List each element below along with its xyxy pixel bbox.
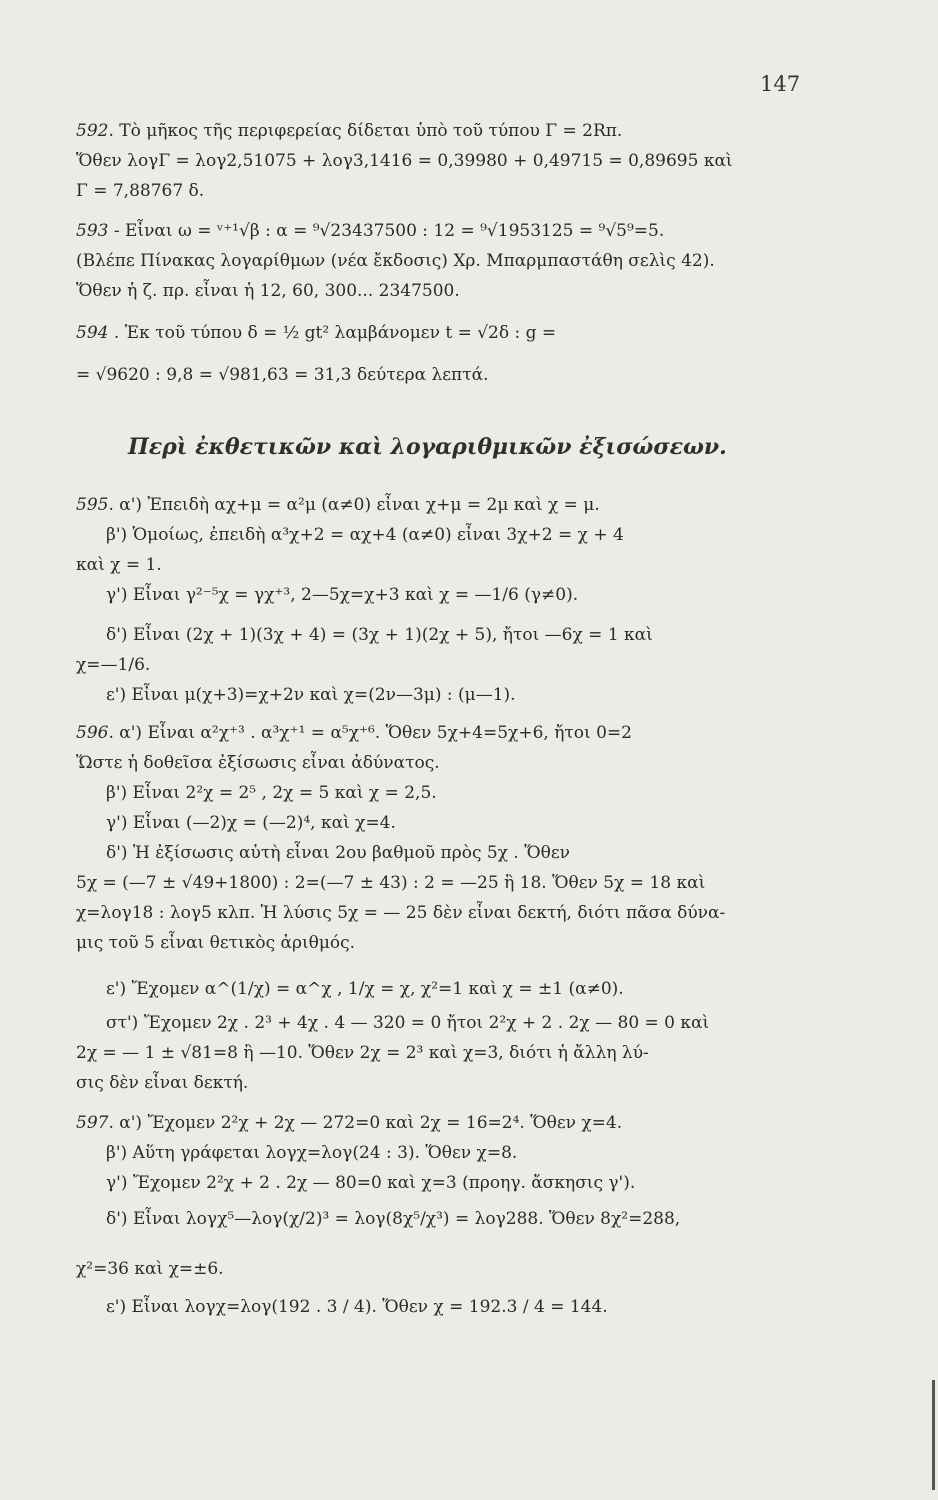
exercise-number: 596 xyxy=(76,723,109,743)
text-line xyxy=(76,752,818,774)
line-text: β') Ὁμοίως, ἐπειδὴ α³χ+2 = αχ+4 (α≠0) εἶναι 3χ+2 = χ + 4 xyxy=(106,525,624,545)
text-line xyxy=(76,554,818,576)
line-text: σις δὲν εἶναι δεκτή. xyxy=(76,1073,249,1093)
exercise-number: 592 xyxy=(76,121,109,141)
text-line xyxy=(106,1296,818,1318)
text-line xyxy=(76,220,818,242)
text-line xyxy=(106,1172,818,1194)
line-text: δ') Εἶναι λογχ⁵—λογ(χ/2)³ = λογ(8χ⁵/χ³) = λογ288. Ὅθεν 8χ²=288, xyxy=(106,1209,681,1229)
text-line xyxy=(106,1208,818,1230)
text-line xyxy=(76,1042,818,1064)
exercise-number: 597 xyxy=(76,1113,109,1133)
text-line xyxy=(106,842,818,864)
line-text: β') Εἶναι 2²χ = 2⁵ , 2χ = 5 καὶ χ = 2,5. xyxy=(106,783,437,803)
line-text: = √9620 : 9,8 = √981,63 = 31,3 δεύτερα λεπτά. xyxy=(76,365,489,385)
text-line xyxy=(106,978,818,1000)
text-line xyxy=(76,872,818,894)
exercise-number: 595 xyxy=(76,495,109,515)
text-line xyxy=(76,1112,818,1134)
text-line xyxy=(106,812,818,834)
text-line xyxy=(76,322,818,344)
line-text: (Βλέπε Πίνακας λογαρίθμων (νέα ἔκδοσις) Χρ. Μπαρμπαστάθη σελὶς 42). xyxy=(76,251,715,271)
page-edge-mark xyxy=(932,1380,935,1490)
line-text: δ') Εἶναι (2χ + 1)(3χ + 4) = (3χ + 1)(2χ + 5), ἤτοι —6χ = 1 καὶ xyxy=(106,625,653,645)
line-text: χ=—1/6. xyxy=(76,655,151,675)
line-text: 5χ = (—7 ± √49+1800) : 2=(—7 ± 43) : 2 = —25 ἢ 18. Ὅθεν 5χ = 18 καὶ xyxy=(76,873,706,893)
line-text: γ') Εἶναι γ²⁻⁵χ = γχ⁺³, 2—5χ=χ+3 καὶ χ = —1/6 (γ≠0). xyxy=(106,585,579,605)
line-text: Ὅθεν ἡ ζ. πρ. εἶναι ἡ 12, 60, 300... 2347500. xyxy=(76,281,460,301)
line-text: . α') Ἔχομεν 2²χ + 2χ — 272=0 καὶ 2χ = 16=2⁴. Ὅθεν χ=4. xyxy=(108,1113,623,1133)
line-text: β') Αὕτη γράφεται λογχ=λογ(24 : 3). Ὅθεν χ=8. xyxy=(106,1143,518,1163)
text-line xyxy=(106,782,818,804)
line-text: δ') Ἡ ἐξίσωσις αὐτὴ εἶναι 2ου βαθμοῦ πρὸς 5χ . Ὅθεν xyxy=(106,843,570,863)
line-text: γ') Ἔχομεν 2²χ + 2 . 2χ — 80=0 καὶ χ=3 (προηγ. ἄσκησις γ'). xyxy=(106,1173,636,1193)
line-text: ε') Εἶναι λογχ=λογ(192 . 3 / 4). Ὅθεν χ = 192.3 / 4 = 144. xyxy=(106,1297,608,1317)
text-line xyxy=(76,180,818,202)
text-line xyxy=(76,150,818,172)
text-line xyxy=(76,1072,818,1094)
line-text: ε') Ἔχομεν α^(1/χ) = α^χ , 1/χ = χ, χ²=1 καὶ χ = ±1 (α≠0). xyxy=(106,979,624,999)
line-text: . α') Ἐπειδὴ αχ+μ = α²μ (α≠0) εἶναι χ+μ = 2μ καὶ χ = μ. xyxy=(108,495,600,515)
text-line xyxy=(76,120,818,142)
line-text: στ') Ἔχομεν 2χ . 2³ + 4χ . 4 — 320 = 0 ἤτοι 2²χ + 2 . 2χ — 80 = 0 καὶ xyxy=(106,1013,710,1033)
exercise-number: 594 xyxy=(76,323,109,343)
text-line xyxy=(76,364,818,386)
line-text: γ') Εἶναι (—2)χ = (—2)⁴, καὶ χ=4. xyxy=(106,813,396,833)
line-text: 2χ = — 1 ± √81=8 ἢ —10. Ὅθεν 2χ = 2³ καὶ χ=3, διότι ἡ ἄλλη λύ- xyxy=(76,1043,649,1063)
text-line xyxy=(106,584,818,606)
section-heading: Περὶ ἐκθετικῶν καὶ λογαριθμικῶν ἐξισώσεων. xyxy=(128,434,727,460)
line-text: . α') Εἶναι α²χ⁺³ . α³χ⁺¹ = α⁵χ⁺⁶. Ὅθεν 5χ+4=5χ+6, ἤτοι 0=2 xyxy=(108,723,632,743)
line-text: ε') Εἶναι μ(χ+3)=χ+2ν καὶ χ=(2ν—3μ) : (μ—1). xyxy=(106,685,516,705)
text-line xyxy=(76,250,818,272)
text-line xyxy=(106,524,818,546)
text-line xyxy=(76,494,818,516)
text-line xyxy=(76,654,818,676)
line-text: χ=λογ18 : λογ5 κλπ. Ἡ λύσις 5χ = — 25 δὲν εἶναι δεκτή, διότι πᾶσα δύνα- xyxy=(76,903,726,923)
page-number: 147 xyxy=(760,72,801,96)
text-line xyxy=(106,1012,818,1034)
text-line xyxy=(106,684,818,706)
text-line xyxy=(76,902,818,924)
line-text: χ²=36 καὶ χ=±6. xyxy=(76,1259,224,1279)
text-line xyxy=(76,280,818,302)
exercise-number: 593 xyxy=(76,221,109,241)
text-line xyxy=(76,932,818,954)
text-line xyxy=(106,624,818,646)
text-line xyxy=(76,722,818,744)
line-text: Ὅθεν λογΓ = λογ2,51075 + λογ3,1416 = 0,39980 + 0,49715 = 0,89695 καὶ xyxy=(76,151,733,171)
text-line xyxy=(106,1142,818,1164)
text-line xyxy=(76,1258,818,1280)
line-text: . Ἐκ τοῦ τύπου δ = ½ gt² λαμβάνομεν t = √2δ : g = xyxy=(108,323,557,343)
line-text: Γ = 7,88767 δ. xyxy=(76,181,205,201)
line-text: - Εἶναι ω = ᵛ⁺¹√β : α = ⁹√23437500 : 12 = ⁹√1953125 = ⁹√5⁹=5. xyxy=(108,221,665,241)
line-text: μις τοῦ 5 εἶναι θετικὸς ἀριθμός. xyxy=(76,933,356,953)
line-text: . Τὸ μῆκος τῆς περιφερείας δίδεται ὑπὸ τοῦ τύπου Γ = 2Rπ. xyxy=(108,121,623,141)
line-text: Ὥστε ἡ δοθεῖσα ἐξίσωσις εἶναι ἀδύνατος. xyxy=(76,753,440,773)
line-text: καὶ χ = 1. xyxy=(76,555,162,575)
